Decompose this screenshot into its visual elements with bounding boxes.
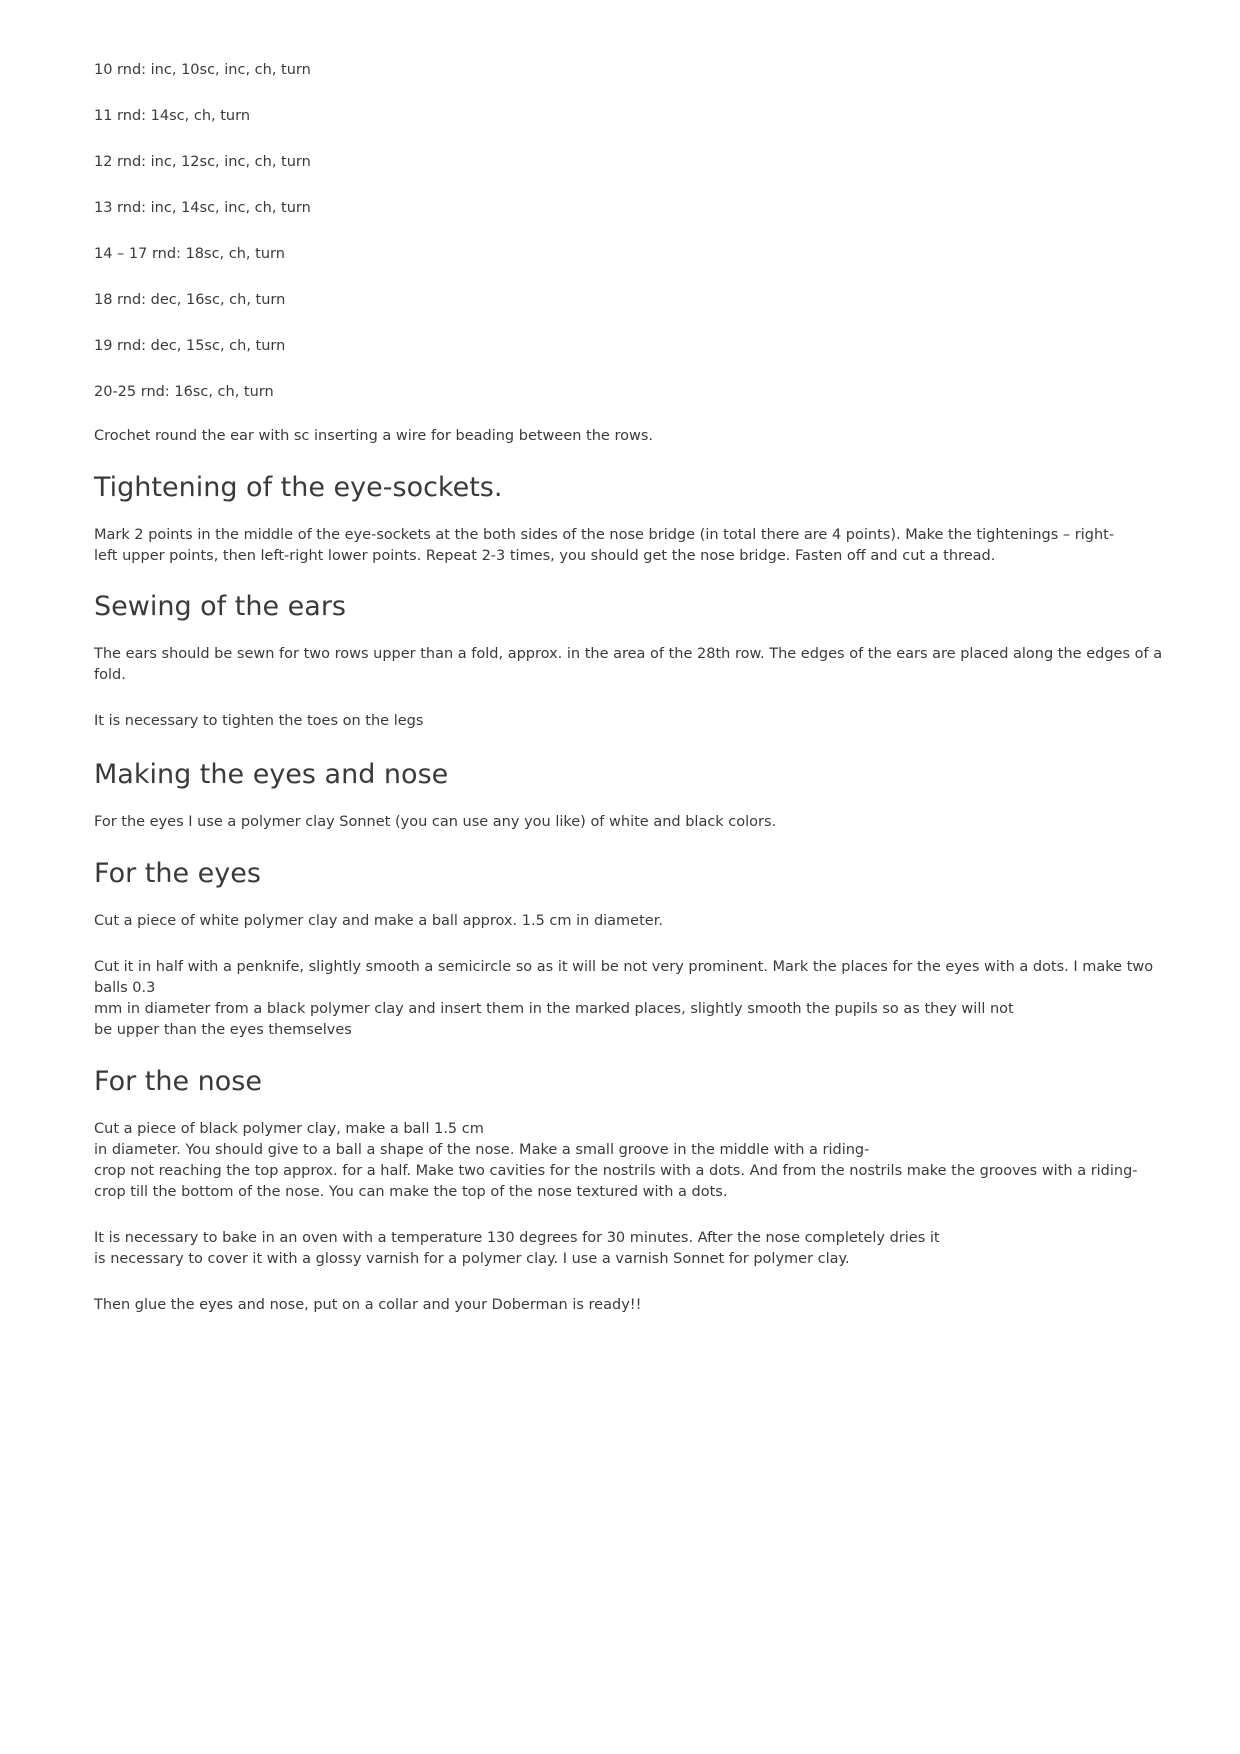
round-row: 12 rnd: inc, 12sc, inc, ch, turn [94,154,311,170]
document-page [94,58,1164,1316]
paragraph-line: Cut a piece of black polymer clay, make a ball 1.5 cm [94,1121,484,1137]
closing-paragraph: Then glue the eyes and nose, put on a collar and your Doberman is ready!! [94,1297,642,1313]
paragraph-line: crop not reaching the top approx. for a half. Make two cavities for the nostrils with a dots. And from the nostrils make the grooves with a riding- [94,1163,1138,1179]
round-row: 11 rnd: 14sc, ch, turn [94,108,251,124]
nose-paragraph-1 [94,1119,1164,1203]
eyes-nose-paragraph: For the eyes I use a polymer clay Sonnet (you can use any you like) of white and black colors. [94,814,777,830]
round-row: 19 rnd: dec, 15sc, ch, turn [94,338,286,354]
paragraph-line: crop till the bottom of the nose. You can make the top of the nose textured with a dots. [94,1184,728,1200]
eye-sockets-heading: Tightening of the eye-sockets. [94,472,503,503]
toes-paragraph: It is necessary to tighten the toes on the legs [94,713,424,729]
round-row: 18 rnd: dec, 16sc, ch, turn [94,292,286,308]
sewing-ears-heading: Sewing of the ears [94,591,346,622]
paragraph-line: It is necessary to bake in an oven with a temperature 130 degrees for 30 minutes. After the nose completely dries it [94,1230,940,1246]
paragraph-line: be upper than the eyes themselves [94,1022,352,1038]
sewing-ears-paragraph: The ears should be sewn for two rows upper than a fold, approx. in the area of the 28th row. The edges of the ears are placed along the edges of a fold. [94,646,1163,683]
round-row: 14 – 17 rnd: 18sc, ch, turn [94,246,285,262]
paragraph-line: mm in diameter from a black polymer clay and insert them in the marked places, slightly smooth the pupils so as they will not [94,1001,1014,1017]
paragraph-line: Mark 2 points in the middle of the eye-sockets at the both sides of the nose bridge (in total there are 4 points). Make the tightenings – right- [94,527,1115,543]
paragraph-line: is necessary to cover it with a glossy varnish for a polymer clay. I use a varnish Sonnet for polymer clay. [94,1251,850,1267]
paragraph-line: left upper points, then left-right lower points. Repeat 2-3 times, you should get the nose bridge. Fasten off and cut a thread. [94,548,996,564]
nose-paragraph-2 [94,1228,1164,1270]
eyes-paragraph-1: Cut a piece of white polymer clay and make a ball approx. 1.5 cm in diameter. [94,913,663,929]
eyes-heading: For the eyes [94,858,261,889]
eyes-nose-heading: Making the eyes and nose [94,759,449,790]
round-row: 13 rnd: inc, 14sc, inc, ch, turn [94,200,311,216]
paragraph-line: Cut it in half with a penknife, slightly smooth a semicircle so as it will be not very prominent. Mark the places for the eyes with a dots. I make two balls 0.3 [94,959,1154,996]
eyes-paragraph-2 [94,957,1164,1041]
round-list [94,58,1164,426]
round-row: 10 rnd: inc, 10sc, inc, ch, turn [94,62,311,78]
nose-heading: For the nose [94,1066,262,1097]
round-row: 20-25 rnd: 16sc, ch, turn [94,384,274,400]
eye-sockets-paragraph [94,525,1164,567]
ear-note: Crochet round the ear with sc inserting a wire for beading between the rows. [94,428,653,444]
paragraph-line: in diameter. You should give to a ball a shape of the nose. Make a small groove in the middle with a riding- [94,1142,870,1158]
